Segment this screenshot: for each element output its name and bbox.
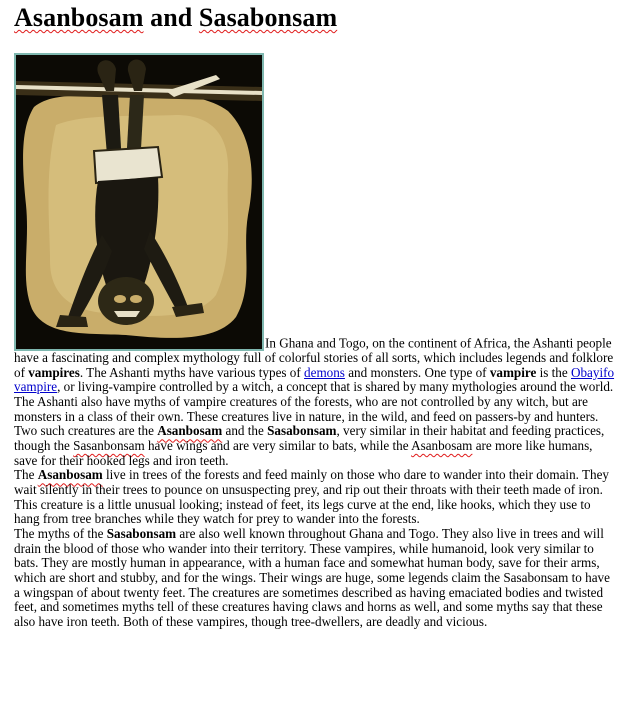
paragraph-intro xyxy=(14,53,618,395)
title-sasabonsam: Sasabonsam xyxy=(198,3,338,32)
para3-bold-asanbosam: Asanbosam xyxy=(37,467,103,483)
para3-text-2: live in trees of the forests and feed mainly on those who dare to wander into their domain. They wait silently in their trees to pounce on unsuspecting prey, and rip out their throats with their teeth made of iron. This creature is a little unusual looking; instead of feet, its legs curve at the end, like hooks, which they use to hang from tree branches while they watch for prey to wander into the forests. xyxy=(14,467,609,527)
demons-link[interactable]: demons xyxy=(304,364,345,380)
paragraph-asanbosam xyxy=(14,468,618,527)
vampire-picture-icon xyxy=(16,55,262,349)
para1-text-1: In Ghana and Togo, on the continent of Africa, the Ashanti people have a fascinating and complex mythology full of colorful stories of all sorts, which includes legends and folklore of xyxy=(14,335,614,380)
para1-text-5: , or living-vampire controlled by a witch, a concept that is shared by many mythologies around the world. xyxy=(57,379,614,395)
para2-asanbosam: Asanbosam xyxy=(411,437,473,453)
title-and: and xyxy=(143,3,199,32)
article-body xyxy=(14,53,618,629)
para2-text-5: are more like humans, save for their hooked legs and iron teeth. xyxy=(14,437,593,468)
paragraph-forest-creatures xyxy=(14,395,618,468)
para2-text-2: and the xyxy=(222,423,268,439)
para1-text-4: is the xyxy=(536,364,571,380)
para2-text-3: , very similar in their habitat and feeding practices, though the xyxy=(14,423,605,453)
para4-text-2: are also well known throughout Ghana and Togo. They also live in trees and will drain the blood of those who wander into their territory. These vampires, while humanoid, look very similar to bats. They are mostly human in appearance, with a human face and somewhat human body, save for their arms, which are short and stubby, and for the wings. Their wings are huge, some legends claim the Sasabonsam to have a wingspan of about twenty feet. The creatures are sometimes described as having emaciated bodies and twisted feet, and sometimes myths tell of these creatures having claws and horns as well, and some myths say that these also have iron teeth. Both of these vampires, though tree-dwellers, are deadly and vicious. xyxy=(14,525,610,629)
para3-text-1: The xyxy=(14,467,38,483)
para4-text-1: The myths of the xyxy=(14,525,107,541)
page-title xyxy=(14,0,618,37)
para2-text-4: have wings and are very similar to bats, while the xyxy=(144,437,412,453)
para2-bold-sasabonsam: Sasabonsam xyxy=(267,423,337,439)
para1-bold-vampires: vampires xyxy=(28,364,80,380)
para1-bold-vampire: vampire xyxy=(489,364,537,380)
title-asanbosam: Asanbosam xyxy=(14,3,144,32)
paragraph-sasabonsam xyxy=(14,527,618,630)
obayifo-vampire-link[interactable]: Obayifo vampire xyxy=(14,364,615,395)
para2-sasanbonsam: Sasanbonsam xyxy=(73,437,145,453)
para4-bold-sasabonsam: Sasabonsam xyxy=(106,525,177,541)
para2-bold-asanbosam: Asanbosam xyxy=(157,423,223,439)
para2-text-1: The Ashanti also have myths of vampire creatures of the forests, who are not controlled by any witch, but are monsters in a class of their own. These creatures live in nature, in the wild, and feed on passers-by and hunters. Two such creatures are the xyxy=(14,393,599,439)
para1-text-2: . The Ashanti myths have various types of xyxy=(79,364,305,380)
para1-text-3: and monsters. One type of xyxy=(344,364,490,380)
hanging-vampire-illustration xyxy=(14,53,264,351)
